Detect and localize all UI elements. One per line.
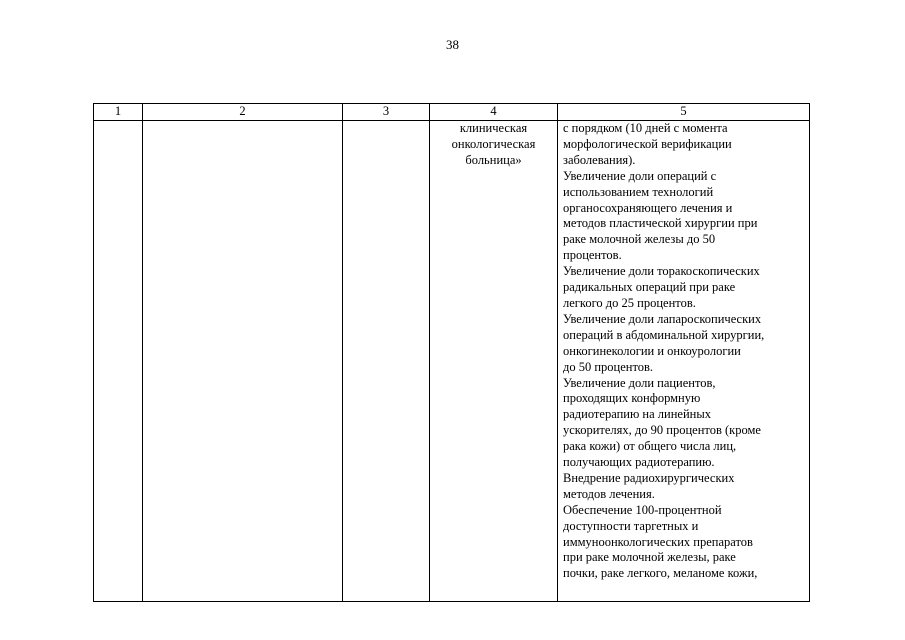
cell-col-5-line: при раке молочной железы, раке xyxy=(563,550,736,565)
cell-col-4-line: клиническая xyxy=(459,121,528,135)
header-col-3: 3 xyxy=(343,104,430,121)
cell-col-5-line: легкого до 25 процентов. xyxy=(563,295,696,310)
cell-col-5-line: методов лечения. xyxy=(563,486,655,501)
header-col-2: 2 xyxy=(143,104,343,121)
cell-col-5-line: с порядком (10 дней с момента xyxy=(563,121,728,135)
table-header-row xyxy=(94,104,810,121)
cell-col-4-line: больница» xyxy=(465,152,522,167)
cell-col-5-line: операций в абдоминальной хирургии, xyxy=(563,327,765,342)
cell-col-5-line: иммуноонкологических препаратов xyxy=(563,534,753,549)
cell-col-4 xyxy=(430,121,558,602)
cell-col-5-line: до 50 процентов. xyxy=(563,359,654,374)
cell-col-5-line: раке молочной железы до 50 xyxy=(563,232,716,247)
cell-col-5-line: доступности таргетных и xyxy=(563,518,699,533)
header-col-1: 1 xyxy=(94,104,143,121)
cell-col-5-line: рака кожи) от общего числа лиц, xyxy=(563,439,737,454)
header-col-5: 5 xyxy=(558,104,810,121)
cell-col-1 xyxy=(94,121,143,602)
cell-col-5-line: радиотерапию на линейных xyxy=(563,407,711,422)
cell-col-5-line: проходящих конформную xyxy=(563,391,701,406)
cell-col-5-line: Внедрение радиохирургических xyxy=(563,470,735,485)
cell-col-5-line: Увеличение доли лапароскопических xyxy=(563,311,762,326)
cell-col-5-line: заболевания). xyxy=(563,152,636,167)
cell-col-3 xyxy=(343,121,430,602)
document-table xyxy=(93,103,810,602)
cell-col-5-line: морфологической верификации xyxy=(563,136,732,151)
cell-col-5-line: Увеличение доли пациентов, xyxy=(563,375,716,390)
cell-col-5-line: использованием технологий xyxy=(563,184,714,199)
cell-col-5-line: органосохраняющего лечения и xyxy=(563,200,733,215)
cell-col-5 xyxy=(558,121,810,602)
page-number: 38 xyxy=(446,37,459,52)
cell-col-5-line: ускорителях, до 90 процентов (кроме xyxy=(563,423,761,438)
cell-col-2 xyxy=(143,121,343,602)
cell-col-5-line: Обеспечение 100-процентной xyxy=(563,502,722,517)
cell-col-4-line: онкологическая xyxy=(451,136,536,151)
header-col-4: 4 xyxy=(430,104,558,121)
cell-col-5-line: радикальных операций при раке xyxy=(563,280,736,295)
cell-col-5-line: методов пластической хирургии при xyxy=(563,216,758,231)
cell-col-5-line: почки, раке легкого, меланоме кожи, xyxy=(563,566,758,581)
table-row xyxy=(94,121,810,602)
cell-col-5-line: Увеличение доли операций с xyxy=(563,168,717,183)
cell-col-5-line: получающих радиотерапию. xyxy=(563,455,715,470)
cell-col-5-line: Увеличение доли торакоскопических xyxy=(563,264,760,279)
cell-col-5-line: онкогинекологии и онкоурологии xyxy=(563,343,741,358)
cell-col-5-line: процентов. xyxy=(563,248,622,263)
